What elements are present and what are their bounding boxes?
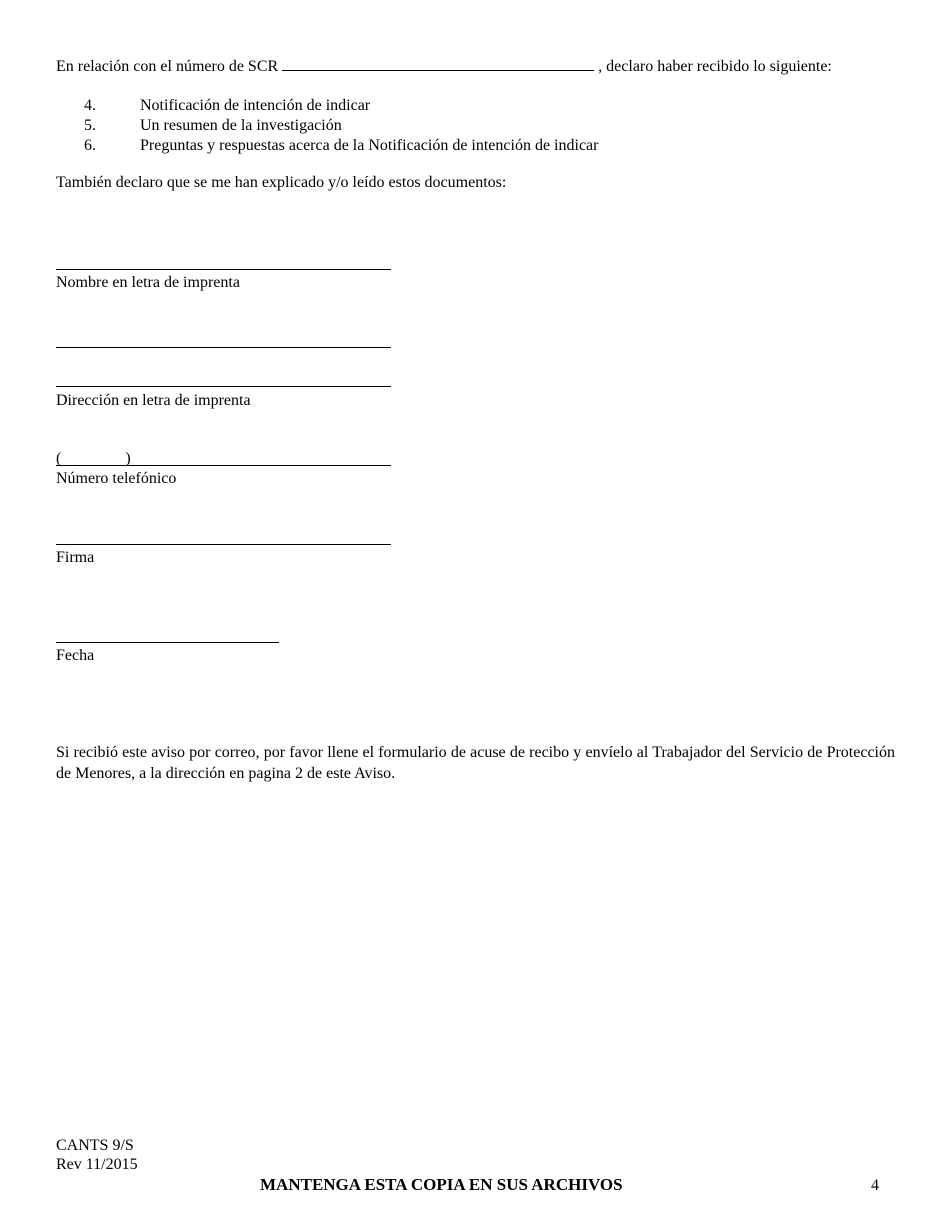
- list-item-text: Preguntas y respuestas acerca de la Notificación de intención de indicar: [140, 137, 599, 154]
- mail-notice-paragraph: Si recibió este aviso por correo, por favor llene el formulario de acuse de recibo y envíelo al Trabajador del Servicio de Protección de Menores, a la dirección en pagina 2 de este Aviso.: [56, 744, 895, 782]
- list-item-number: 4.: [84, 97, 96, 114]
- date-field-line[interactable]: [56, 642, 279, 643]
- intro-prefix: En relación con el número de SCR: [56, 58, 279, 75]
- declaration-text: También declaro que se me han explicado y/o leído estos documentos:: [56, 174, 507, 191]
- footer-title: MANTENGA ESTA COPIA EN SUS ARCHIVOS: [260, 1175, 623, 1194]
- list-item-text: Un resumen de la investigación: [140, 117, 342, 134]
- name-field-label: Nombre en letra de imprenta: [56, 274, 240, 291]
- intro-suffix: , declaro haber recibido lo siguiente:: [598, 58, 832, 75]
- name-field-line[interactable]: [56, 269, 391, 270]
- phone-field-line[interactable]: [56, 465, 391, 466]
- address-field-label: Dirección en letra de imprenta: [56, 392, 251, 409]
- list-item: [84, 116, 342, 135]
- list-item-text: Notificación de intención de indicar: [140, 97, 371, 114]
- date-field-label: Fecha: [56, 647, 95, 664]
- address-field-line-1[interactable]: [56, 347, 391, 348]
- list-item: [84, 136, 598, 155]
- phone-field-label: Número telefónico: [56, 470, 177, 487]
- phone-close-paren: ): [125, 450, 131, 467]
- phone-open-paren: (: [56, 450, 62, 467]
- scr-number-field[interactable]: [282, 56, 594, 71]
- address-field-line-2[interactable]: [56, 386, 391, 387]
- intro-line: [56, 56, 832, 76]
- signature-field-line[interactable]: [56, 544, 391, 545]
- signature-field-label: Firma: [56, 549, 95, 566]
- list-item-number: 5.: [84, 117, 96, 134]
- page-number: 4: [871, 1177, 879, 1194]
- form-code: CANTS 9/S: [56, 1137, 134, 1154]
- list-item-number: 6.: [84, 137, 96, 154]
- list-item: [84, 96, 370, 115]
- form-revision: Rev 11/2015: [56, 1156, 138, 1173]
